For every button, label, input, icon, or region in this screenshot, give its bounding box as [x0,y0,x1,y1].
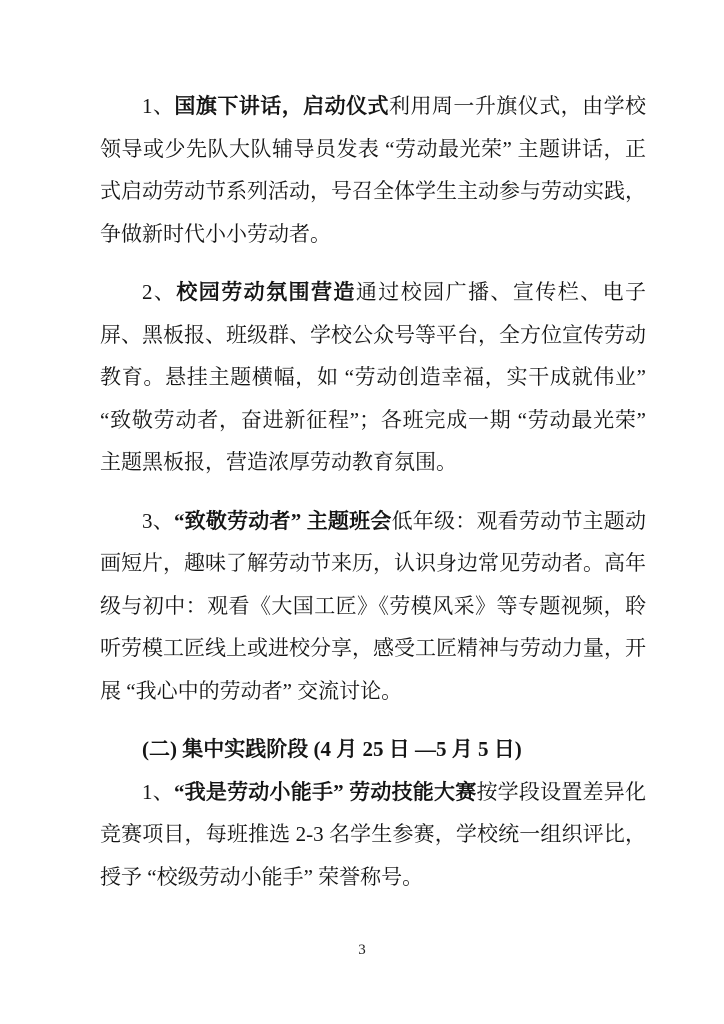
body-paragraph [100,271,646,484]
body-paragraph [100,771,646,899]
text-run: 3、 [142,508,174,533]
bold-text-run: “我是劳动小能手” 劳动技能大赛 [173,779,477,804]
bold-text-run: “致敬劳动者” 主题班会 [173,508,392,533]
bold-text-run: 校园劳动氛围营造 [176,280,356,304]
body-paragraph [100,500,646,713]
text-run: 通过校园广播、宣传栏、电子屏、黑板报、班级群、学校公众号等平台，全方位宣传劳动教育。悬挂主题横幅，如 “劳动创造幸福，实干成就伟业” “致敬劳动者，奋进新征程”；各班完成一期 “劳动最光荣” 主题黑板报，营造浓厚劳动教育氛围。 [100,280,647,474]
text-run: 1、 [142,94,175,118]
text-run: 2、 [142,280,177,304]
bold-text-run: 国旗下讲话，启动仪式 [174,94,389,118]
text-run: 利用周一升旗仪式，由学校领导或少先队大队辅导员发表 “劳动最光荣” 主题讲话，正式启动劳动节系列活动，号召全体学生主动参与劳动实践，争做新时代小小劳动者。 [100,94,647,246]
body-paragraph [100,85,646,255]
text-run: 低年级：观看劳动节主题动画短片，趣味了解劳动节来历，认识身边常见劳动者。高年级与初中：观看《大国工匠》《劳模风采》等专题视频，聆听劳模工匠线上或进校分享，感受工匠精神与劳动力量，开展 “我心中的劳动者” 交流讨论。 [100,508,646,703]
text-run: 1、 [142,779,174,804]
page-number: 3 [358,942,366,958]
document-body [100,85,646,914]
section-heading [100,728,646,771]
bold-text-run: (二) 集中实践阶段 (4 月 25 日 —5 月 5 日) [142,737,522,761]
text-run: 按学段设置差异化竞赛项目，每班推选 2-3 名学生参赛，学校统一组织评比，授予 “校级劳动小能手” 荣誉称号。 [100,779,646,889]
